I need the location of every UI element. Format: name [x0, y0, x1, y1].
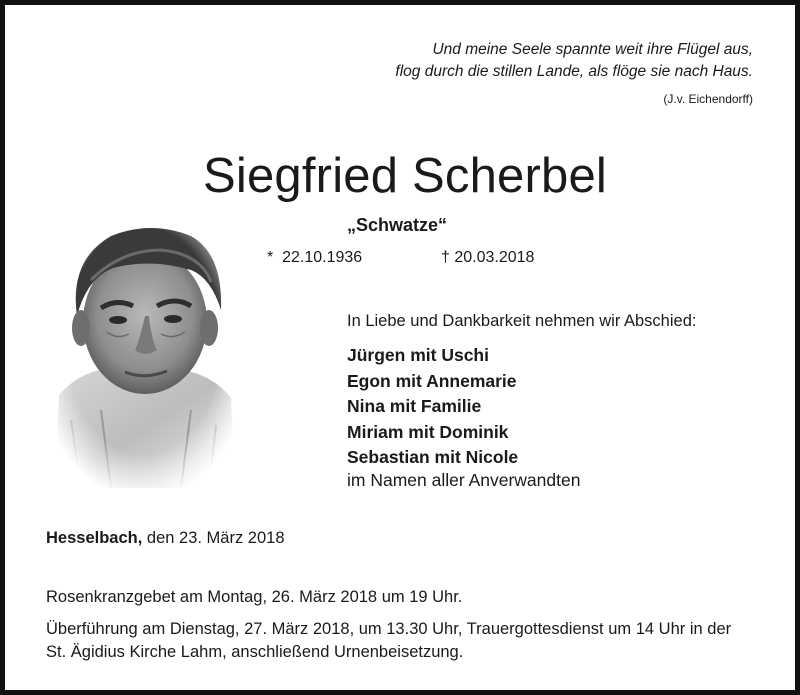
quote-author: (J.v. Eichendorff) — [663, 92, 753, 106]
mourner-name: Sebastian mit Nicole — [347, 447, 519, 467]
funeral-notice — [46, 618, 731, 664]
death-symbol: † — [441, 249, 450, 266]
relatives-note: im Namen aller Anverwandten — [347, 470, 581, 490]
funeral-notice-line: Überführung am Dienstag, 27. März 2018, um 13.30 Uhr, Trauergottesdienst um 14 Uhr in der — [46, 620, 732, 638]
birth-date: 22.10.1936 — [282, 249, 363, 266]
place-and-date — [46, 529, 285, 548]
place-name: Hesselbach, — [46, 529, 143, 547]
rosary-notice: Rosenkranzgebet am Montag, 26. März 2018 um 19 Uhr. — [46, 588, 463, 606]
birth-date-line — [267, 249, 362, 267]
portrait-photo — [51, 220, 237, 488]
mourner-name: Miriam mit Dominik — [347, 421, 509, 442]
death-date-line — [441, 249, 534, 267]
epigraph-quote — [395, 39, 753, 83]
quote-line: Und meine Seele spannte weit ihre Flügel aus, — [432, 41, 753, 58]
deceased-name: Siegfried Scherbel — [203, 149, 607, 203]
notice-date: den 23. März 2018 — [146, 529, 285, 547]
birth-symbol: * — [267, 249, 274, 266]
farewell-intro: In Liebe und Dankbarkeit nehmen wir Abschied: — [347, 312, 697, 330]
mourner-name: Egon mit Annemarie — [347, 370, 517, 391]
mourner-name: Nina mit Familie — [347, 396, 482, 416]
death-date: 20.03.2018 — [454, 249, 535, 266]
mourner-name: Jürgen mit Uschi — [347, 345, 489, 365]
deceased-nickname: „Schwatze“ — [347, 215, 448, 235]
service-notices — [46, 586, 731, 664]
funeral-notice-line: St. Ägidius Kirche Lahm, anschließend Urnenbeisetzung. — [46, 643, 464, 661]
mourners-list — [347, 343, 518, 471]
quote-line: flog durch die stillen Lande, als flöge sie nach Haus. — [395, 63, 753, 80]
